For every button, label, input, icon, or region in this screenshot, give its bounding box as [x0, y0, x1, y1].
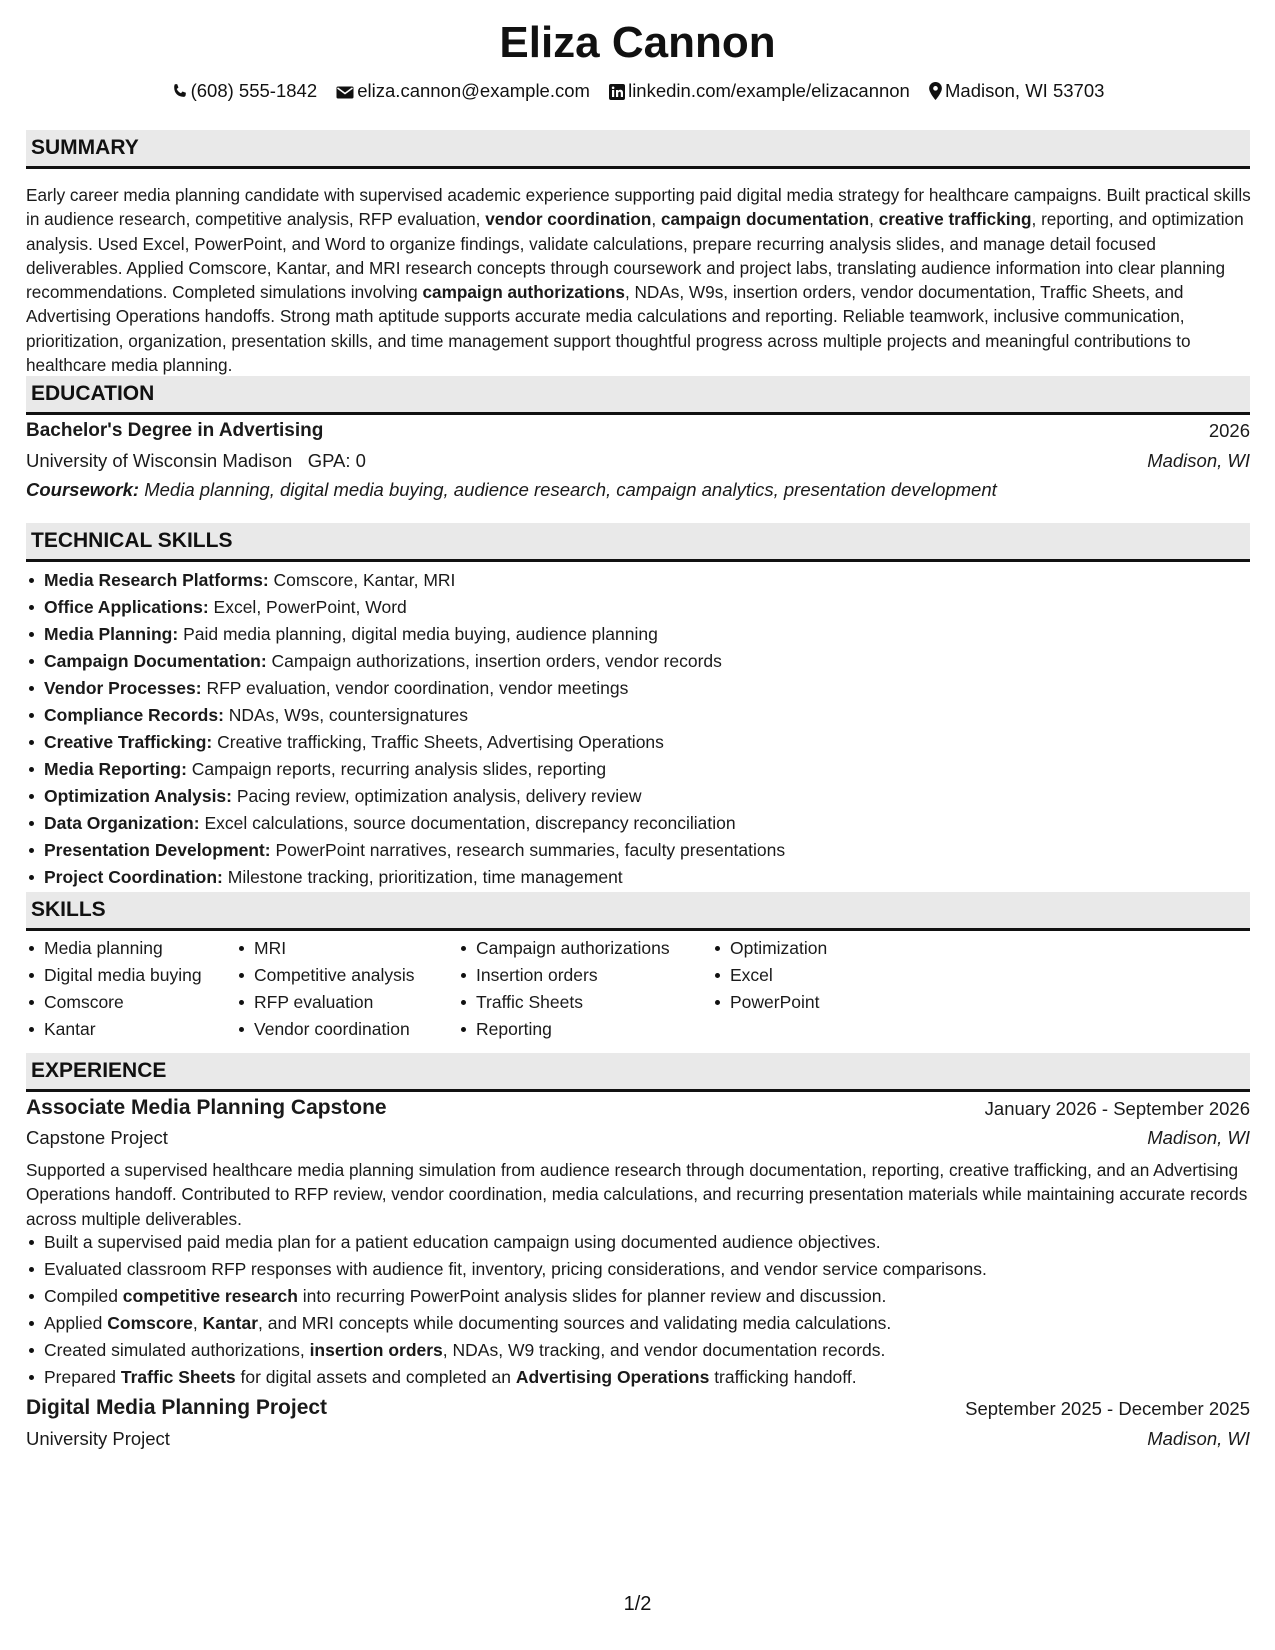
skills-column-1 — [26, 935, 202, 1043]
email-text: eliza.cannon@example.com — [357, 80, 590, 101]
school-line — [26, 450, 366, 472]
organization: Capstone Project — [26, 1127, 168, 1148]
list-item: Insertion orders — [476, 962, 670, 989]
linkedin-icon — [609, 84, 625, 100]
summary-part: , NDAs, W9s, insertion orders, vendor documentation, Traffic Sheets, and Advertising Operations handoffs. Strong math aptitude supports accurate media calculations and reporting. Reliable teamwork, inclusive communication, prioritization, organization, presentation skills, and time management support thoughtful progress across multiple projects and meaningful contributions to healthcare media planning. — [26, 282, 1191, 376]
skills-column-3 — [458, 935, 670, 1043]
skill-value: Excel calculations, source documentation, discrepancy reconciliation — [204, 813, 736, 833]
school-location: Madison, WI — [1147, 450, 1250, 471]
skill-value: Campaign authorizations, insertion orders, vendor records — [271, 651, 722, 671]
skill-label: Campaign Documentation: — [44, 651, 267, 671]
coursework-label: Coursework: — [26, 479, 140, 500]
skill-label: Media Reporting: — [44, 759, 187, 779]
skills-column-4 — [712, 935, 827, 1016]
skills-columns — [0, 935, 1275, 1045]
coursework-line — [26, 479, 997, 501]
skill-label: Vendor Processes: — [44, 678, 202, 698]
skill-value: Comscore, Kantar, MRI — [273, 570, 456, 590]
bullet-part: Compiled — [44, 1286, 123, 1306]
summary-bold: campaign authorizations — [422, 282, 625, 303]
list-item: PowerPoint — [730, 989, 827, 1016]
summary-bold: creative trafficking — [878, 209, 1032, 230]
bullet-part: , and MRI concepts while documenting sources and validating media calculations. — [258, 1313, 892, 1333]
list-item — [44, 567, 785, 594]
bullet-part: for digital assets and completed an — [235, 1367, 516, 1387]
section-title: TECHNICAL SKILLS — [31, 529, 233, 552]
list-item — [44, 1310, 987, 1337]
list-item: Excel — [730, 962, 827, 989]
bullet-bold: Comscore — [107, 1313, 193, 1333]
phone-text: (608) 555-1842 — [190, 80, 318, 101]
contact-phone — [171, 80, 318, 102]
bullet-bold: Advertising Operations — [515, 1367, 710, 1387]
organization: University Project — [26, 1428, 170, 1449]
summary-bold: campaign documentation — [660, 209, 870, 230]
skill-label: Compliance Records: — [44, 705, 224, 725]
list-item: Evaluated classroom RFP responses with audience fit, inventory, pricing considerations, and vendor service comparisons. — [44, 1256, 987, 1283]
bullet-part: trafficking handoff. — [709, 1367, 857, 1387]
list-item: Built a supervised paid media plan for a patient education campaign using documented audience objectives. — [44, 1229, 987, 1256]
list-item — [44, 1283, 987, 1310]
skill-label: Presentation Development: — [44, 840, 271, 860]
skill-label: Media Planning: — [44, 624, 179, 644]
job-description: Supported a supervised healthcare media planning simulation from audience research through documentation, reporting, creative trafficking, and an Advertising Operations handoff. Contributed to RFP review, vendor coordination, media calculations, and recurring presentation materials while maintaining accurate records across multiple deliverables. — [26, 1160, 1248, 1229]
experience-section-header — [26, 1053, 1250, 1092]
skill-label: Creative Trafficking: — [44, 732, 213, 752]
list-item: MRI — [254, 935, 414, 962]
skill-value: RFP evaluation, vendor coordination, vendor meetings — [206, 678, 629, 698]
list-item: Competitive analysis — [254, 962, 414, 989]
bullet-part: Created simulated authorizations, — [44, 1340, 310, 1360]
contact-bar — [0, 80, 1275, 102]
summary-section-header — [26, 130, 1250, 169]
skill-value: NDAs, W9s, countersignatures — [228, 705, 469, 725]
job-dates: September 2025 - December 2025 — [965, 1398, 1250, 1419]
skill-value: PowerPoint narratives, research summaries, faculty presentations — [275, 840, 786, 860]
skill-label: Optimization Analysis: — [44, 786, 232, 806]
graduation-year: 2026 — [1208, 420, 1250, 441]
skill-label: Office Applications: — [44, 597, 209, 617]
list-item: Media planning — [44, 935, 202, 962]
list-item — [44, 864, 785, 891]
contact-email[interactable] — [336, 80, 590, 102]
summary-part: , reporting, and optimization analysis. Used Excel, PowerPoint, and Word to organize findings, validate calculations, prepare recurring analysis slides, and manage detail focused deliverables. Applied Comscore, Kantar, and MRI research concepts through coursework and project labs, translating audience information into clear planning recommendations. Completed simulations involving — [26, 209, 1244, 303]
list-item: Campaign authorizations — [476, 935, 670, 962]
skill-value: Campaign reports, recurring analysis slides, reporting — [191, 759, 607, 779]
experience-bullets — [26, 1229, 987, 1391]
list-item: Vendor coordination — [254, 1016, 414, 1043]
job-title: Digital Media Planning Project — [26, 1396, 328, 1419]
section-title: EXPERIENCE — [31, 1059, 167, 1082]
coursework-text: Media planning, digital media buying, audience research, campaign analytics, presentation development — [144, 479, 997, 500]
page-number: 1/2 — [623, 1593, 652, 1615]
section-title: EDUCATION — [31, 382, 155, 405]
skill-value: Pacing review, optimization analysis, delivery review — [236, 786, 642, 806]
education-section-header — [26, 376, 1250, 415]
bullet-part: Applied — [44, 1313, 108, 1333]
technical-skills-section-header — [26, 523, 1250, 562]
list-item — [44, 837, 785, 864]
technical-skills-list — [26, 567, 785, 891]
bullet-bold: Kantar — [202, 1313, 259, 1333]
bullet-part: into recurring PowerPoint analysis slides for planner review and discussion. — [297, 1286, 887, 1306]
list-item — [44, 621, 785, 648]
bullet-bold: Traffic Sheets — [120, 1367, 236, 1387]
contact-linkedin[interactable] — [609, 80, 910, 102]
list-item — [44, 675, 785, 702]
envelope-icon — [336, 85, 354, 100]
location-text: Madison, WI 53703 — [945, 80, 1105, 101]
skill-label: Media Research Platforms: — [44, 570, 269, 590]
candidate-name: Eliza Cannon — [499, 18, 776, 67]
skill-value: Excel, PowerPoint, Word — [213, 597, 407, 617]
summary-text — [26, 183, 1254, 377]
list-item — [44, 729, 785, 756]
summary-part: Early career media planning candidate with supervised academic experience supporting paid digital media strategy for healthcare campaigns. Built practical skills in audience research, competitive analysis, RFP evaluation, — [26, 185, 1251, 230]
degree-name: Bachelor's Degree in Advertising — [26, 420, 324, 441]
job-location: Madison, WI — [1147, 1127, 1250, 1148]
bullet-bold: competitive research — [122, 1286, 298, 1306]
list-item — [44, 783, 785, 810]
list-item: Digital media buying — [44, 962, 202, 989]
skill-value: Paid media planning, digital media buying, audience planning — [183, 624, 658, 644]
list-item: Comscore — [44, 989, 202, 1016]
list-item — [44, 1364, 987, 1391]
skill-label: Project Coordination: — [44, 867, 223, 887]
list-item — [44, 756, 785, 783]
section-title: SKILLS — [31, 898, 106, 921]
list-item: Reporting — [476, 1016, 670, 1043]
job-dates: January 2026 - September 2026 — [984, 1098, 1250, 1119]
list-item: Traffic Sheets — [476, 989, 670, 1016]
list-item: Kantar — [44, 1016, 202, 1043]
skill-value: Milestone tracking, prioritization, time management — [227, 867, 623, 887]
list-item — [44, 1337, 987, 1364]
job-location: Madison, WI — [1147, 1428, 1250, 1449]
linkedin-text: linkedin.com/example/elizacannon — [628, 80, 910, 101]
skills-column-2 — [236, 935, 414, 1043]
skill-label: Data Organization: — [44, 813, 200, 833]
bullet-part: Prepared — [44, 1367, 121, 1387]
list-item — [44, 648, 785, 675]
bullet-bold: insertion orders — [309, 1340, 443, 1360]
phone-icon — [171, 83, 188, 100]
summary-bold: vendor coordination — [485, 209, 652, 230]
list-item — [44, 594, 785, 621]
contact-location — [929, 80, 1104, 102]
map-pin-icon — [929, 82, 942, 100]
bullet-part: , NDAs, W9 tracking, and vendor documentation records. — [442, 1340, 886, 1360]
school-name: University of Wisconsin Madison — [26, 450, 293, 471]
bullet-part: , — [192, 1313, 203, 1333]
gpa: GPA: 0 — [307, 450, 366, 471]
section-title: SUMMARY — [31, 136, 139, 159]
summary-part: , — [869, 209, 879, 230]
job-title: Associate Media Planning Capstone — [26, 1096, 387, 1119]
list-item: RFP evaluation — [254, 989, 414, 1016]
list-item — [44, 702, 785, 729]
skills-section-header — [26, 892, 1250, 931]
list-item — [44, 810, 785, 837]
list-item: Optimization — [730, 935, 827, 962]
summary-part: , — [651, 209, 661, 230]
skill-value: Creative trafficking, Traffic Sheets, Advertising Operations — [217, 732, 664, 752]
